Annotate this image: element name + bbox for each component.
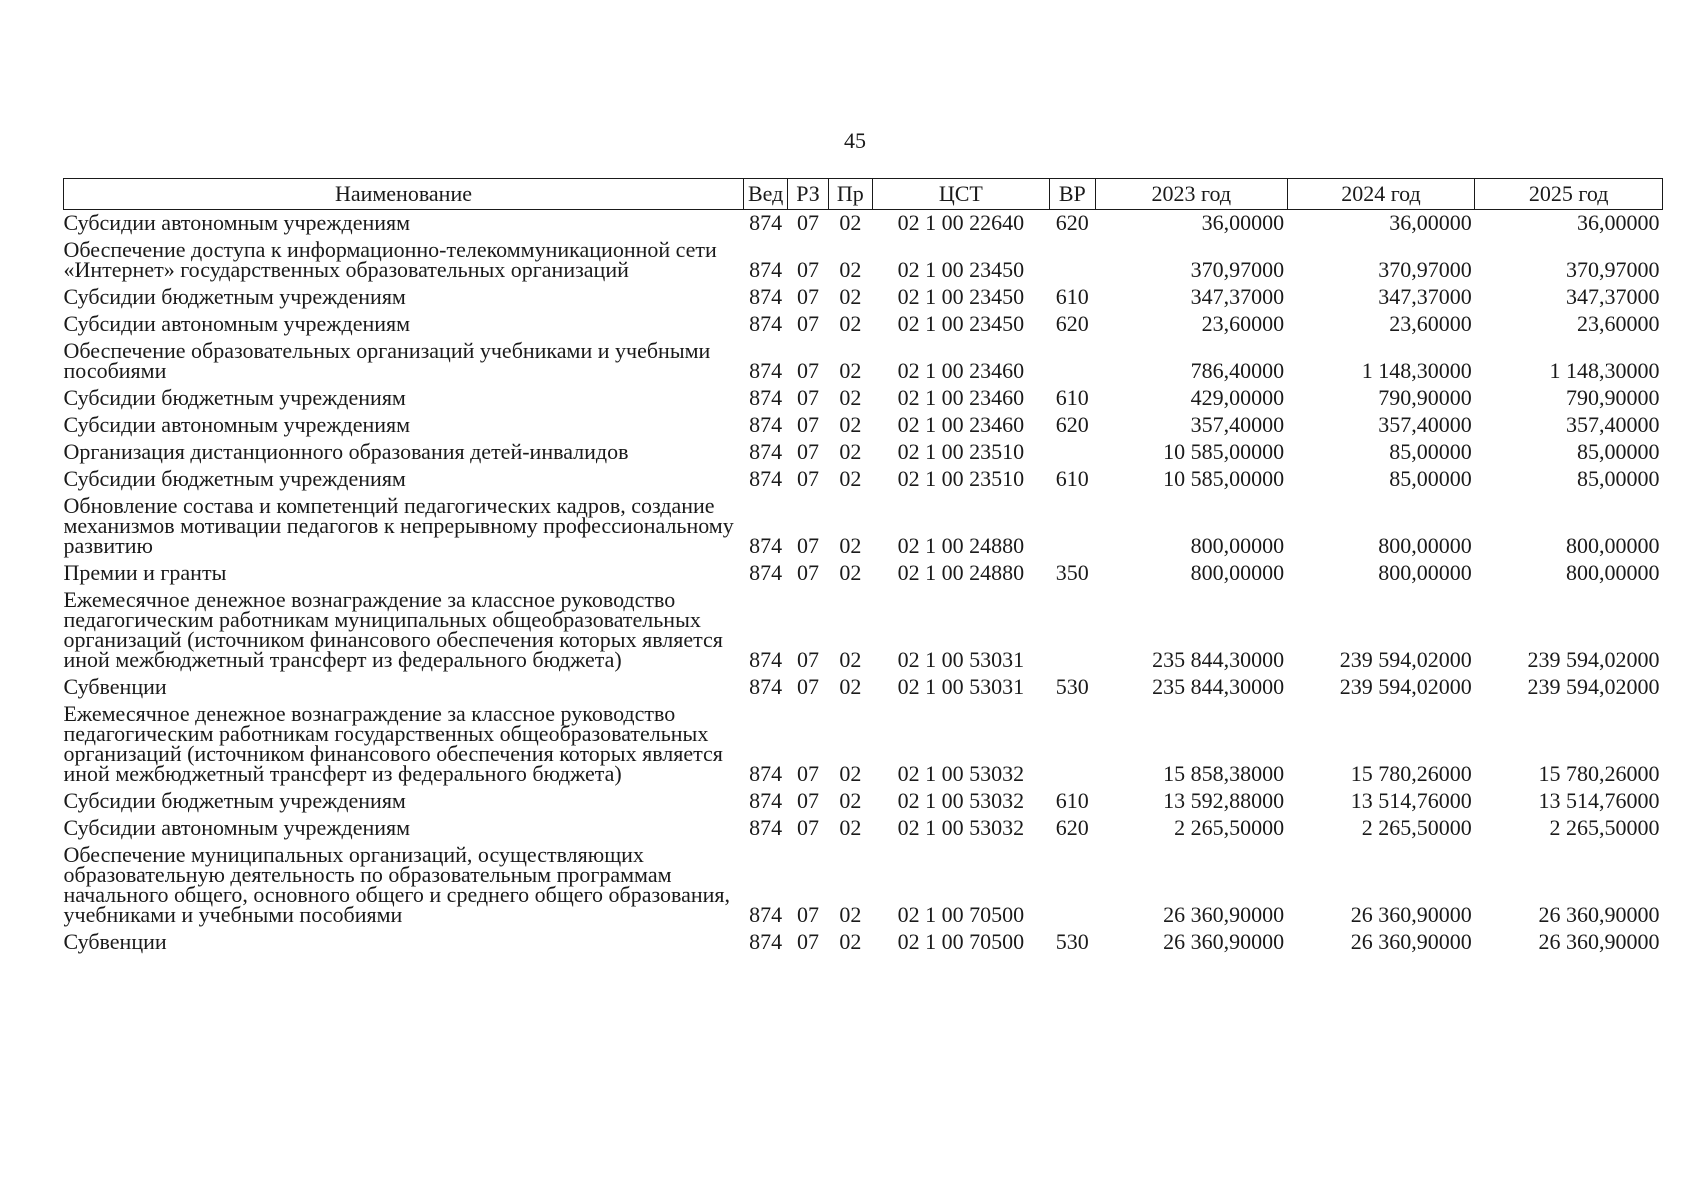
cell-vr: 530 [1055, 674, 1089, 699]
cell-rz: 07 [797, 761, 819, 786]
table-row [64, 210, 1663, 238]
cell-2023: 13 592,88000 [1163, 788, 1285, 813]
cell-name: Обеспечение образовательных организаций учебниками и учебными пособиями [63, 338, 711, 383]
cell-cst: 02 1 00 23510 [897, 466, 1025, 491]
cell-2025: 239 594,02000 [1527, 647, 1660, 672]
cell-2023: 429,00000 [1190, 385, 1285, 410]
cell-vr: 610 [1055, 466, 1089, 491]
cell-2023: 786,40000 [1190, 358, 1285, 383]
cell-cst: 02 1 00 23450 [897, 311, 1025, 336]
cell-ved: 874 [749, 560, 783, 585]
cell-cst: 02 1 00 23460 [897, 385, 1025, 410]
cell-2023: 23,60000 [1201, 311, 1285, 336]
cell-2024: 347,37000 [1378, 284, 1472, 309]
table-row [64, 929, 1663, 956]
cell-pr: 02 [839, 761, 862, 786]
header-2023: 2023 год [1095, 179, 1287, 210]
cell-2025: 239 594,02000 [1527, 674, 1660, 699]
cell-name: Субвенции [63, 674, 167, 699]
cell-pr: 02 [839, 929, 862, 954]
table-row [64, 493, 1663, 560]
cell-pr: 02 [839, 412, 862, 437]
cell-ved: 874 [749, 210, 783, 235]
cell-vr [1049, 237, 1095, 284]
table-header [64, 179, 1663, 210]
cell-2024: 26 360,90000 [1350, 929, 1472, 954]
cell-ved: 874 [749, 257, 783, 282]
header-2025: 2025 год [1475, 179, 1663, 210]
cell-2025: 800,00000 [1566, 533, 1660, 558]
cell-ved: 874 [749, 533, 783, 558]
cell-rz: 07 [797, 358, 819, 383]
cell-cst: 02 1 00 53032 [897, 761, 1025, 786]
cell-vr: 610 [1055, 385, 1089, 410]
cell-2024: 239 594,02000 [1339, 674, 1472, 699]
cell-rz: 07 [797, 466, 819, 491]
cell-2024: 13 514,76000 [1350, 788, 1472, 813]
table-row [64, 385, 1663, 412]
cell-2023: 347,37000 [1190, 284, 1285, 309]
cell-vr: 530 [1055, 929, 1089, 954]
cell-2023: 357,40000 [1190, 412, 1285, 437]
cell-cst: 02 1 00 24880 [897, 560, 1025, 585]
cell-pr: 02 [839, 788, 862, 813]
cell-2024: 23,60000 [1389, 311, 1472, 336]
table-row [64, 788, 1663, 815]
cell-name: Субвенции [63, 929, 167, 954]
cell-name: Ежемесячное денежное вознаграждение за классное руководство педагогическим работникам муниципальных общеобразовательных организаций (источником финансового обеспечения которых является иной межбюджетный трансферт из федерального бюджета) [63, 587, 723, 672]
cell-2025: 370,97000 [1566, 257, 1660, 282]
cell-pr: 02 [839, 902, 862, 927]
cell-2025: 26 360,90000 [1538, 929, 1660, 954]
cell-name: Организация дистанционного образования детей-инвалидов [63, 439, 629, 464]
cell-2023: 36,00000 [1201, 210, 1285, 235]
cell-name: Субсидии автономным учреждениям [63, 815, 411, 840]
cell-2023: 26 360,90000 [1163, 929, 1285, 954]
cell-2024: 2 265,50000 [1361, 815, 1472, 840]
header-rz: РЗ [788, 179, 828, 210]
header-2024: 2024 год [1287, 179, 1475, 210]
budget-table [63, 178, 1663, 956]
cell-2023: 235 844,30000 [1152, 647, 1285, 672]
cell-2024: 15 780,26000 [1350, 761, 1472, 786]
cell-cst: 02 1 00 53032 [897, 815, 1025, 840]
cell-name: Субсидии автономным учреждениям [63, 210, 411, 235]
cell-cst: 02 1 00 23460 [897, 412, 1025, 437]
cell-pr: 02 [839, 815, 862, 840]
cell-pr: 02 [839, 439, 862, 464]
cell-ved: 874 [749, 647, 783, 672]
table-row [64, 674, 1663, 701]
cell-vr: 620 [1055, 210, 1089, 235]
page-number: 45 [844, 128, 866, 153]
cell-vr: 620 [1055, 412, 1089, 437]
cell-ved: 874 [749, 358, 783, 383]
cell-rz: 07 [797, 284, 819, 309]
header-cst: ЦСТ [873, 179, 1050, 210]
cell-ved: 874 [749, 466, 783, 491]
cell-2025: 85,00000 [1577, 439, 1660, 464]
cell-rz: 07 [797, 647, 819, 672]
cell-2025: 15 780,26000 [1538, 761, 1660, 786]
table-row [64, 560, 1663, 587]
cell-cst: 02 1 00 70500 [897, 902, 1025, 927]
cell-cst: 02 1 00 22640 [897, 210, 1025, 235]
table-row [64, 237, 1663, 284]
cell-rz: 07 [797, 788, 819, 813]
cell-2025: 347,37000 [1566, 284, 1660, 309]
cell-name: Субсидии бюджетным учреждениям [63, 385, 406, 410]
cell-name: Субсидии автономным учреждениям [63, 311, 411, 336]
header-name: Наименование [64, 179, 744, 210]
cell-2025: 36,00000 [1577, 210, 1660, 235]
header-ved: Вед [743, 179, 787, 210]
cell-ved: 874 [749, 674, 783, 699]
cell-2025: 790,90000 [1566, 385, 1660, 410]
cell-vr [1049, 842, 1095, 929]
cell-rz: 07 [797, 210, 819, 235]
cell-2024: 1 148,30000 [1361, 358, 1472, 383]
cell-pr: 02 [839, 466, 862, 491]
cell-name: Субсидии бюджетным учреждениям [63, 788, 406, 813]
table-row [64, 311, 1663, 338]
cell-pr: 02 [839, 647, 862, 672]
cell-name: Обеспечение муниципальных организаций, осуществляющих образовательную деятельность по образовательным программам начального общего, основного общего и среднего общего образования, учебниками и учебными пособиями [63, 842, 731, 927]
cell-2024: 26 360,90000 [1350, 902, 1472, 927]
cell-2023: 800,00000 [1190, 533, 1285, 558]
cell-2024: 370,97000 [1378, 257, 1472, 282]
cell-2023: 10 585,00000 [1163, 439, 1285, 464]
table-row [64, 412, 1663, 439]
header-vr: ВР [1049, 179, 1095, 210]
table-row [64, 284, 1663, 311]
cell-pr: 02 [839, 284, 862, 309]
header-row [64, 179, 1663, 210]
cell-2024: 800,00000 [1378, 560, 1472, 585]
cell-2024: 85,00000 [1389, 439, 1472, 464]
cell-name: Обеспечение доступа к информационно-телекоммуникационной сети «Интернет» государственных образовательных организаций [63, 237, 717, 282]
cell-vr: 350 [1055, 560, 1089, 585]
cell-vr [1049, 439, 1095, 466]
cell-2023: 26 360,90000 [1163, 902, 1285, 927]
cell-ved: 874 [749, 929, 783, 954]
cell-cst: 02 1 00 70500 [897, 929, 1025, 954]
cell-cst: 02 1 00 23460 [897, 358, 1025, 383]
table-row [64, 466, 1663, 493]
cell-pr: 02 [839, 385, 862, 410]
cell-rz: 07 [797, 439, 819, 464]
cell-2025: 2 265,50000 [1549, 815, 1660, 840]
cell-2023: 2 265,50000 [1174, 815, 1285, 840]
cell-2025: 23,60000 [1577, 311, 1660, 336]
cell-rz: 07 [797, 412, 819, 437]
cell-rz: 07 [797, 902, 819, 927]
cell-ved: 874 [749, 761, 783, 786]
cell-name: Субсидии автономным учреждениям [63, 412, 411, 437]
cell-rz: 07 [797, 929, 819, 954]
cell-rz: 07 [797, 815, 819, 840]
cell-rz: 07 [797, 385, 819, 410]
cell-pr: 02 [839, 674, 862, 699]
header-pr: Пр [828, 179, 872, 210]
cell-rz: 07 [797, 311, 819, 336]
cell-2023: 235 844,30000 [1152, 674, 1285, 699]
cell-pr: 02 [839, 210, 862, 235]
cell-vr [1049, 338, 1095, 385]
cell-2023: 370,97000 [1190, 257, 1285, 282]
table-row [64, 815, 1663, 842]
table-row [64, 439, 1663, 466]
cell-pr: 02 [839, 560, 862, 585]
cell-cst: 02 1 00 53032 [897, 788, 1025, 813]
cell-vr: 620 [1055, 311, 1089, 336]
cell-ved: 874 [749, 788, 783, 813]
cell-name: Обновление состава и компетенций педагогических кадров, создание механизмов мотивации педагогов к непрерывному профессиональному развитию [63, 493, 734, 558]
cell-2023: 10 585,00000 [1163, 466, 1285, 491]
cell-cst: 02 1 00 23450 [897, 257, 1025, 282]
cell-ved: 874 [749, 815, 783, 840]
cell-vr: 610 [1055, 284, 1089, 309]
cell-name: Субсидии бюджетным учреждениям [63, 284, 406, 309]
cell-vr [1049, 701, 1095, 788]
cell-ved: 874 [749, 311, 783, 336]
cell-ved: 874 [749, 439, 783, 464]
cell-rz: 07 [797, 533, 819, 558]
cell-pr: 02 [839, 311, 862, 336]
cell-pr: 02 [839, 533, 862, 558]
cell-2025: 800,00000 [1566, 560, 1660, 585]
cell-2024: 357,40000 [1378, 412, 1472, 437]
cell-cst: 02 1 00 53031 [897, 647, 1025, 672]
cell-rz: 07 [797, 560, 819, 585]
cell-2024: 85,00000 [1389, 466, 1472, 491]
cell-cst: 02 1 00 24880 [897, 533, 1025, 558]
table-row [64, 842, 1663, 929]
cell-ved: 874 [749, 284, 783, 309]
cell-2023: 15 858,38000 [1163, 761, 1285, 786]
cell-vr [1049, 587, 1095, 674]
cell-2024: 790,90000 [1378, 385, 1472, 410]
table-body [64, 210, 1663, 957]
cell-2024: 36,00000 [1389, 210, 1472, 235]
cell-ved: 874 [749, 902, 783, 927]
cell-name: Премии и гранты [63, 560, 227, 585]
cell-2025: 1 148,30000 [1549, 358, 1660, 383]
cell-vr: 610 [1055, 788, 1089, 813]
cell-2023: 800,00000 [1190, 560, 1285, 585]
cell-ved: 874 [749, 412, 783, 437]
cell-pr: 02 [839, 358, 862, 383]
table-row [64, 701, 1663, 788]
cell-2025: 85,00000 [1577, 466, 1660, 491]
cell-rz: 07 [797, 674, 819, 699]
cell-cst: 02 1 00 53031 [897, 674, 1025, 699]
cell-cst: 02 1 00 23510 [897, 439, 1025, 464]
table-row [64, 587, 1663, 674]
cell-ved: 874 [749, 385, 783, 410]
cell-2025: 13 514,76000 [1538, 788, 1660, 813]
cell-2025: 357,40000 [1566, 412, 1660, 437]
cell-rz: 07 [797, 257, 819, 282]
cell-name: Ежемесячное денежное вознаграждение за классное руководство педагогическим работникам государственных общеобразовательных организаций (источником финансового обеспечения которых является иной межбюджетный трансферт из федерального бюджета) [63, 701, 723, 786]
cell-2025: 26 360,90000 [1538, 902, 1660, 927]
cell-name: Субсидии бюджетным учреждениям [63, 466, 406, 491]
cell-2024: 239 594,02000 [1339, 647, 1472, 672]
cell-cst: 02 1 00 23450 [897, 284, 1025, 309]
cell-2024: 800,00000 [1378, 533, 1472, 558]
cell-vr [1049, 493, 1095, 560]
cell-vr: 620 [1055, 815, 1089, 840]
table-row [64, 338, 1663, 385]
cell-pr: 02 [839, 257, 862, 282]
